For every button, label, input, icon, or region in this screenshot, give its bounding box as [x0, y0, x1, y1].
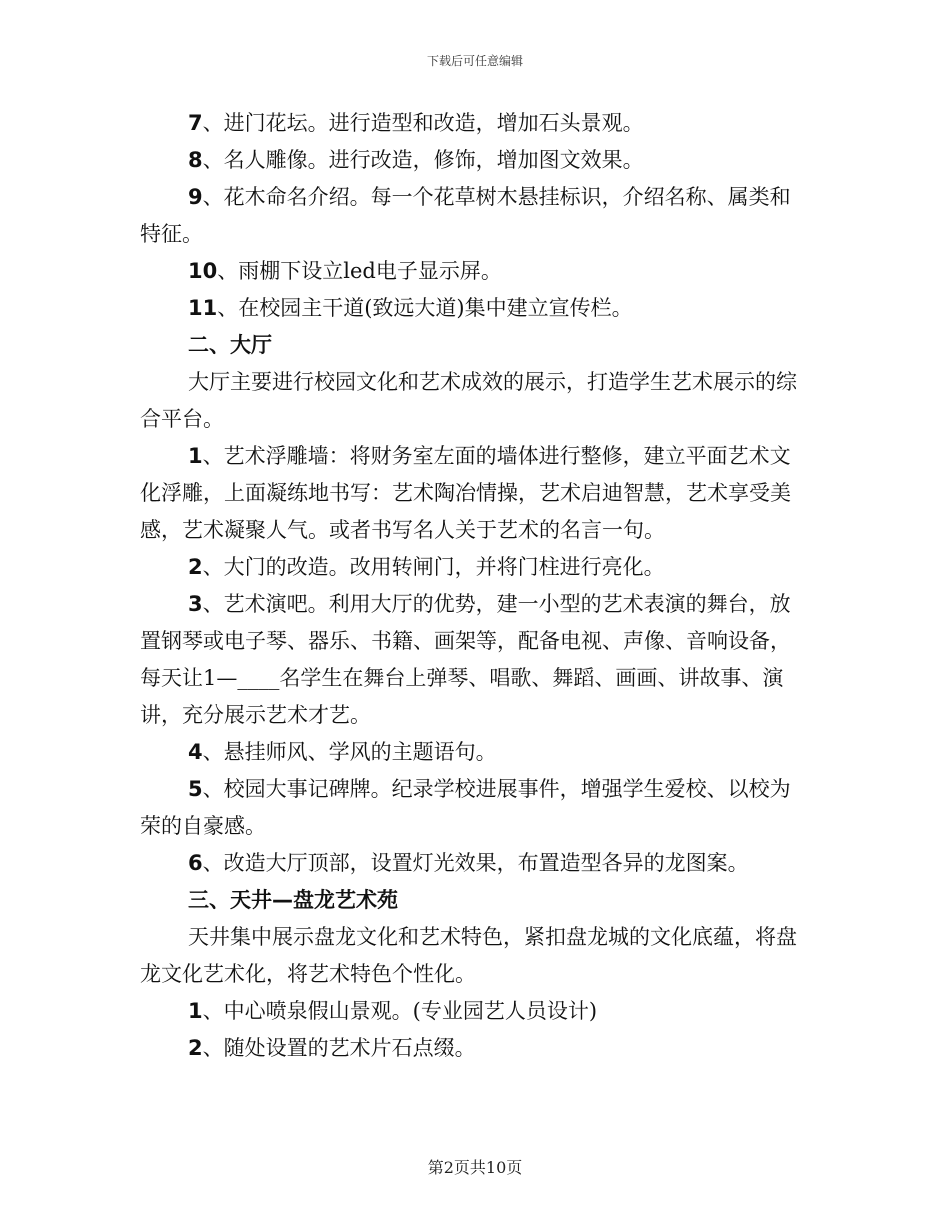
list-item-1 [140, 993, 810, 1030]
section-heading-courtyard: 三、天井—盘龙艺术苑 [188, 888, 398, 912]
item-text: 、悬挂师风、学风的主题语句。 [202, 740, 497, 764]
list-item-3 [140, 586, 810, 734]
list-item-2 [140, 549, 810, 586]
list-item-1 [140, 438, 810, 549]
item-number: 9 [188, 185, 203, 209]
list-item-2 [140, 1030, 810, 1067]
item-text: 、中心喷泉假山景观。(专业园艺人员设计) [202, 999, 598, 1023]
item-text: 、雨棚下设立led电子显示屏。 [217, 259, 502, 283]
item-number: 2 [188, 555, 203, 579]
item-number: 5 [188, 777, 203, 801]
item-text: 、大门的改造。改用转闸门，并将门柱进行亮化。 [202, 555, 665, 579]
section-intro-lobby: 大厅主要进行校园文化和艺术成效的展示，打造学生艺术展示的综合平台。 [140, 370, 797, 431]
item-number: 4 [188, 740, 203, 764]
item-text: 、花木命名介绍。每一个花草树木悬挂标识，介绍名称、属类和特征。 [140, 185, 791, 246]
item-number: 3 [188, 592, 203, 616]
list-item-4 [140, 734, 810, 771]
list-item-5 [140, 771, 810, 845]
item-number: 10 [188, 259, 218, 283]
item-text: 、改造大厅顶部，设置灯光效果，布置造型各异的龙图案。 [202, 851, 749, 875]
item-number: 1 [188, 444, 203, 468]
item-number: 11 [188, 296, 218, 320]
list-item-11 [140, 290, 810, 327]
item-text: 、艺术浮雕墙：将财务室左面的墙体进行整修，建立平面艺术文化浮雕，上面凝练地书写：艺术陶冶情操，艺术启迪智慧，艺术享受美感，艺术凝聚人气。或者书写名人关于艺术的名言一句。 [140, 444, 791, 542]
list-item-7 [140, 105, 810, 142]
item-text: 、随处设置的艺术片石点缀。 [202, 1036, 476, 1060]
section-heading-lobby: 二、大厅 [188, 333, 272, 357]
list-item-9 [140, 179, 810, 253]
document-body [140, 105, 810, 1067]
item-text: 、校园大事记碑牌。纪录学校进展事件，增强学生爱校、以校为荣的自豪感。 [140, 777, 791, 838]
item-text: 、艺术演吧。利用大厅的优势，建一小型的艺术表演的舞台，放置钢琴或电子琴、器乐、书籍、画架等，配备电视、声像、音响设备，每天让1—____名学生在舞台上弹琴、唱歌、舞蹈、画画、讲故事、演讲，充分展示艺术才艺。 [140, 592, 791, 727]
list-item-8 [140, 142, 810, 179]
item-number: 7 [188, 111, 203, 135]
item-number: 6 [188, 851, 203, 875]
item-number: 2 [188, 1036, 203, 1060]
item-number: 1 [188, 999, 203, 1023]
list-item-10 [140, 253, 810, 290]
item-number: 8 [188, 148, 203, 172]
item-text: 、名人雕像。进行改造，修饰，增加图文效果。 [202, 148, 644, 172]
item-text: 、在校园主干道(致远大道)集中建立宣传栏。 [217, 296, 633, 320]
item-text: 、进门花坛。进行造型和改造，增加石头景观。 [202, 111, 644, 135]
list-item-6 [140, 845, 810, 882]
page-header: 下载后可任意编辑 [426, 54, 523, 68]
page-footer: 第2页共10页 [427, 1158, 523, 1177]
section-intro-courtyard: 天井集中展示盘龙文化和艺术特色，紧扣盘龙城的文化底蕴，将盘龙文化艺术化，将艺术特色个性化。 [140, 925, 797, 986]
